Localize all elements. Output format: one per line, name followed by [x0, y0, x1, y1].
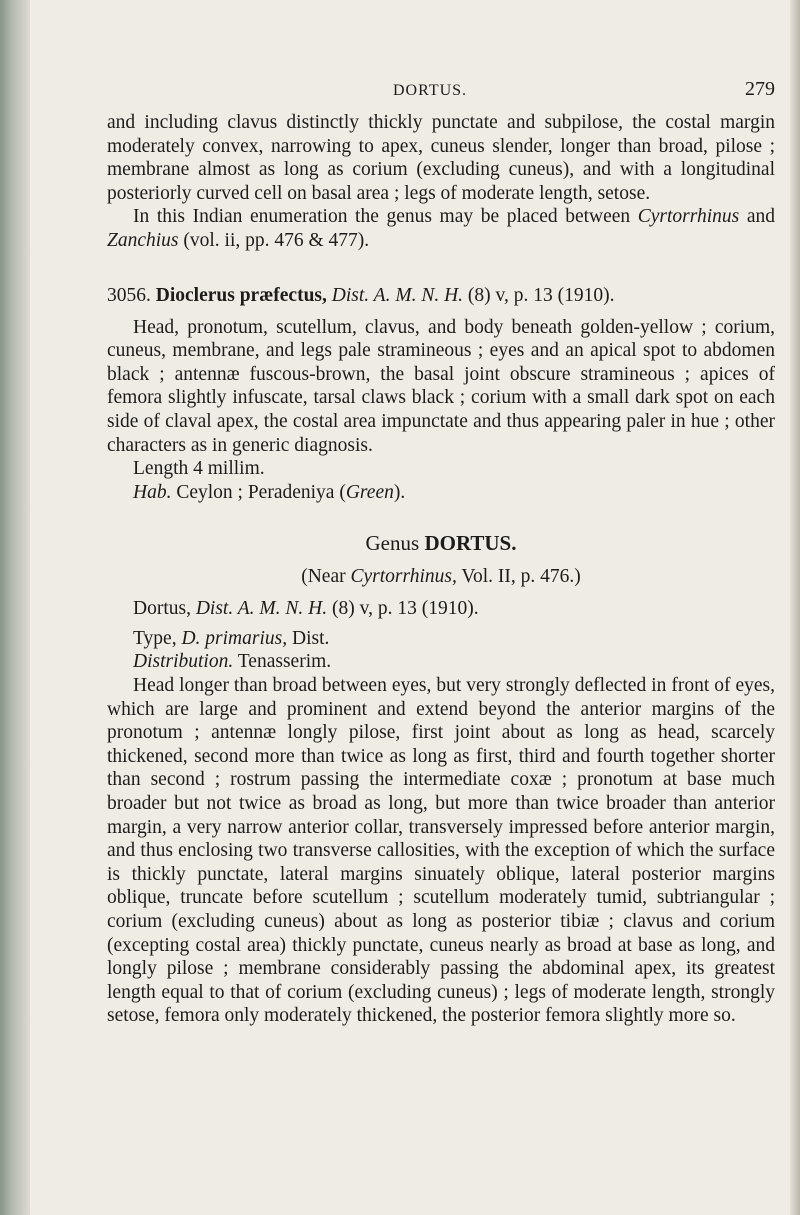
running-head-title: DORTUS. — [393, 82, 468, 99]
placement-ref: (vol. ii, pp. 476 & 477). — [178, 229, 370, 251]
near-genus: Cyrtorrhinus, — [350, 565, 457, 587]
authority-name: Dortus, — [133, 598, 196, 620]
genus-heading — [107, 532, 775, 556]
placement-genus-1: Cyrtorrhinus — [637, 206, 740, 228]
placement-and: and — [739, 206, 775, 228]
species-heading — [107, 284, 775, 308]
genus-type — [107, 627, 775, 651]
habitat-close: ). — [393, 481, 406, 503]
diagnosis-paragraph: and including clavus distinctly thickly punctate and subpilose, the costal margin moderately convex, narrowing to apex, cuneus slender, longer than broad, pilose ; membrane almost as long as corium (excluding cuneus), and with a longitudinal posteriorly curved cell on basal area ; legs of moderate length, setose. — [107, 112, 775, 204]
distribution-value: Tenasserim. — [233, 651, 332, 673]
genus-diagnosis-continuation — [107, 111, 775, 253]
species-number: 3056. — [107, 285, 151, 306]
placement-note — [107, 205, 775, 252]
page-gutter-shadow-left — [0, 0, 30, 1215]
genus-description: Head longer than broad between eyes, but very strongly deflected in front of eyes, which are large and prominent and extend beyond the anterior margins of the pronotum ; antennæ longly pilose, first joint about as long as head, scarcely thickened, second more than twice as long as first, third and fourth together shorter than second ; rostrum passing the intermediate coxæ ; pronotum at base much broader but not twice as broad as long, but more than twice broader than anterior margin, a very narrow anterior collar, transversely impressed before anterior margin, and thus enclosing two transverse callosities, with the exception of which the surface is thickly punctate, lateral margins sinuately oblique, lateral posterior margins oblique, truncate before scutellum ; scutellum moderately tumid, subtriangular ; corium (excluding cuneus) about as long as posterior tibiæ ; clavus and corium (excepting costal area) thickly punctate, cuneus nearly as broad at base as long, and longly pilose ; membrane considerably passing the abdominal apex, its greatest length equal to that of corium (excluding cuneus) ; legs of moderate length, strongly setose, femora only moderately thickened, the posterior femora slightly more so. — [107, 674, 775, 1027]
authority-detail: (8) v, p. 13 (1910). — [327, 598, 479, 620]
species-habitat — [107, 481, 775, 505]
species-name: Dioclerus præfectus, — [155, 285, 327, 306]
habitat-label: Hab. — [133, 481, 172, 503]
habitat-text: Ceylon ; Peradeniya ( — [171, 481, 346, 503]
placement-note-lead: In this Indian enumeration the genus may be placed between — [133, 206, 638, 228]
species-citation: Dist. A. M. N. H. — [331, 285, 464, 306]
near-open: (Near — [301, 565, 351, 587]
genus-distribution — [107, 650, 775, 674]
running-head — [107, 78, 775, 102]
genus-entry — [107, 532, 775, 1028]
genus-near-note — [107, 565, 775, 589]
page-number: 279 — [745, 78, 775, 100]
near-rest: Vol. II, p. 476.) — [456, 565, 581, 587]
authority-citation: Dist. A. M. N. H. — [195, 598, 328, 620]
species-description: Head, pronotum, scutellum, clavus, and body beneath golden-yellow ; corium, cuneus, membrane, and legs pale stramineous ; eyes and an apical spot to abdomen black ; antennæ fuscous-brown, the basal joint obscure stramineous ; apices of femora slightly infuscate, tarsal claws black ; corium with a small dark spot on each side of claval apex, the costal area impunctate and thus appearing paler in hue ; other characters as in generic diagnosis. — [107, 316, 775, 456]
species-length: Length 4 millim. — [133, 458, 265, 480]
genus-authority — [107, 597, 775, 621]
distribution-label: Distribution. — [133, 651, 234, 673]
species-entry — [107, 284, 775, 504]
placement-genus-2: Zanchius — [107, 229, 179, 251]
type-label: Type, — [133, 627, 182, 649]
genus-heading-prefix: Genus — [365, 531, 425, 555]
type-author: Dist. — [287, 627, 330, 649]
habitat-collector: Green — [345, 481, 394, 503]
genus-heading-name: DORTUS. — [424, 531, 517, 555]
species-citation-detail: (8) v, p. 13 (1910). — [463, 285, 615, 306]
type-species: D. primarius, — [181, 627, 288, 649]
page-gutter-shadow-right — [790, 0, 800, 1215]
